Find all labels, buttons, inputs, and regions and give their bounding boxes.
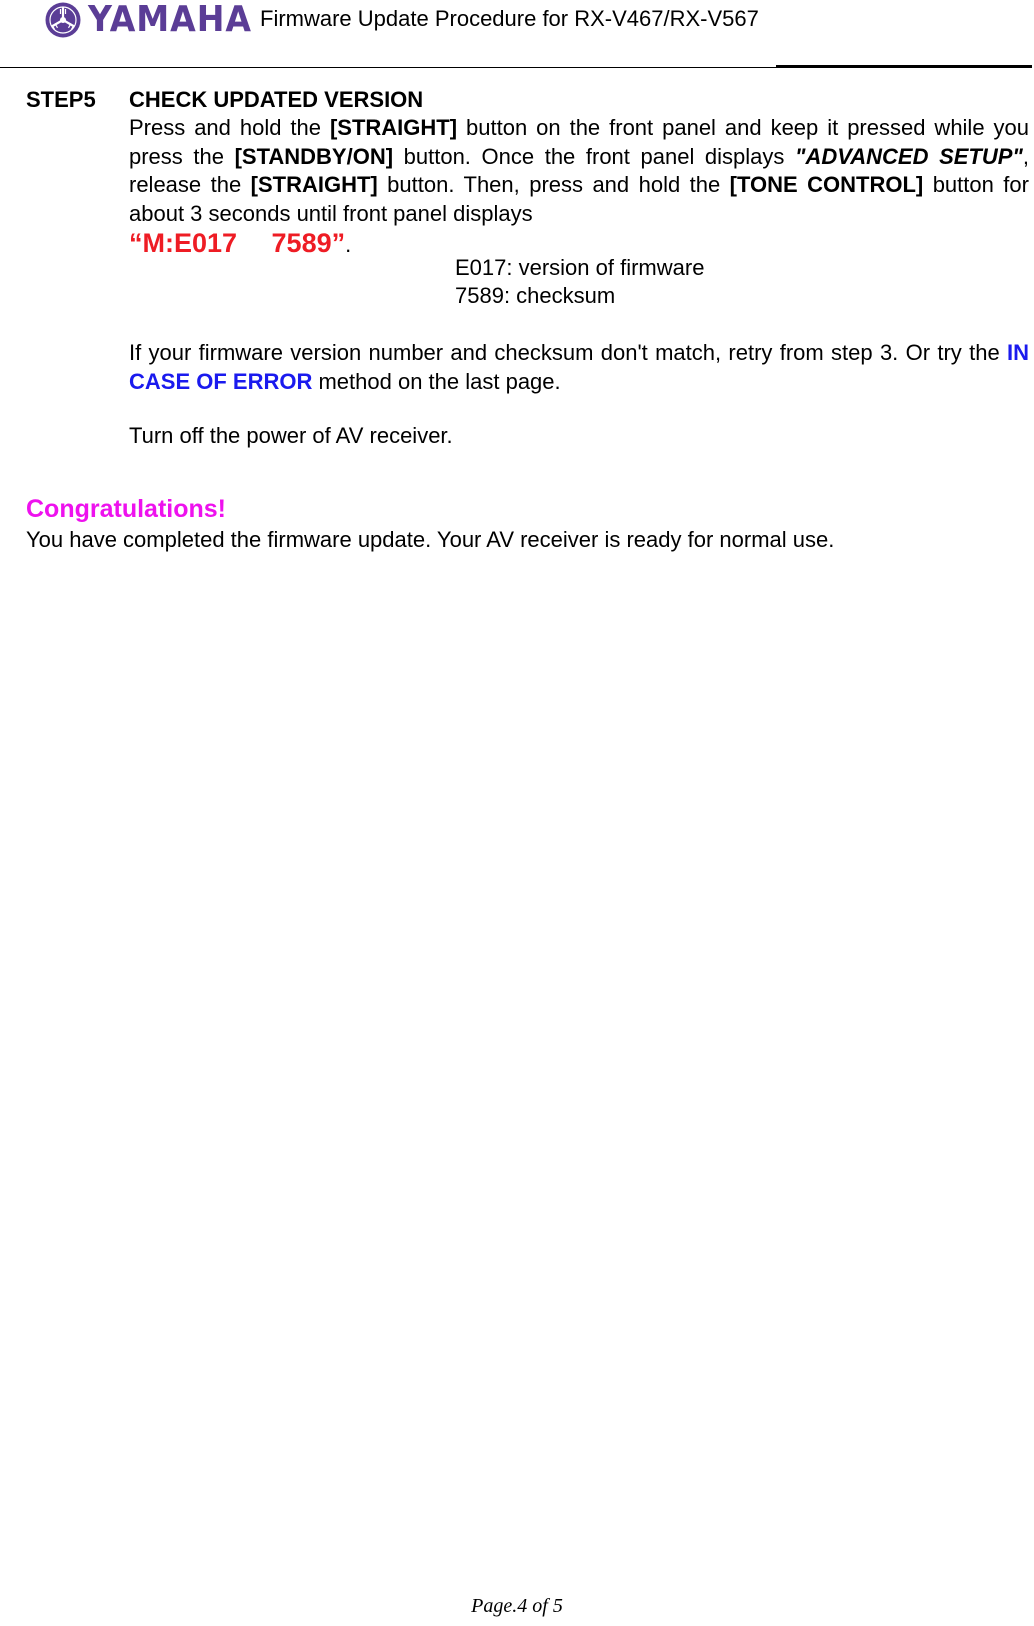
retry-text: method on the last page. bbox=[312, 369, 561, 394]
tuning-fork-emblem-icon bbox=[44, 1, 82, 39]
retry-text: If your firmware version number and checksum don't match, retry from step 3. Or try the bbox=[129, 340, 1007, 365]
standby-key-label: [STANDBY/ON] bbox=[234, 143, 394, 169]
power-off-instruction: Turn off the power of AV receiver. bbox=[129, 423, 453, 448]
retry-instructions bbox=[129, 338, 1029, 396]
instruction-text: Press and hold the bbox=[129, 115, 330, 140]
straight-key-label: [STRAIGHT] bbox=[250, 172, 378, 198]
page-number: Page.4 of 5 bbox=[471, 1595, 563, 1617]
instruction-text: . bbox=[345, 231, 352, 257]
checksum-explanation: 7589: checksum bbox=[455, 283, 616, 308]
instruction-text: , release the bbox=[129, 143, 1029, 198]
version-explanation: E017: version of firmware bbox=[455, 255, 705, 280]
straight-key-label: [STRAIGHT] bbox=[329, 115, 458, 140]
completion-message: You have completed the firmware update. Your AV receiver is ready for normal use. bbox=[26, 527, 835, 552]
instruction-text: button for about 3 seconds until front panel displays bbox=[129, 172, 1029, 227]
header-divider-accent bbox=[776, 65, 1032, 68]
congratulations-heading: Congratulations! bbox=[26, 495, 226, 523]
error-section-reference: IN CASE OF ERROR bbox=[129, 340, 1029, 394]
tone-control-key-label: [TONE CONTROL] bbox=[729, 172, 924, 198]
step-title: CHECK UPDATED VERSION bbox=[129, 87, 424, 112]
display-code: “M:E017 7589” bbox=[129, 227, 346, 258]
advanced-setup-label: "ADVANCED SETUP" bbox=[795, 143, 1023, 169]
instruction-text: button. Then, press and hold the bbox=[377, 172, 730, 198]
brand-wordmark: YAMAHA bbox=[88, 0, 252, 40]
document-title: Firmware Update Procedure for RX-V467/RX-V567 bbox=[260, 6, 759, 31]
instruction-text: button. Once the front panel displays bbox=[393, 143, 796, 169]
yamaha-logo bbox=[44, 0, 266, 40]
step-instructions bbox=[129, 114, 1029, 260]
instruction-text: button on the front panel and keep it pressed while you press the bbox=[129, 115, 1029, 169]
step-label: STEP5 bbox=[26, 87, 96, 112]
header-divider bbox=[0, 67, 780, 68]
